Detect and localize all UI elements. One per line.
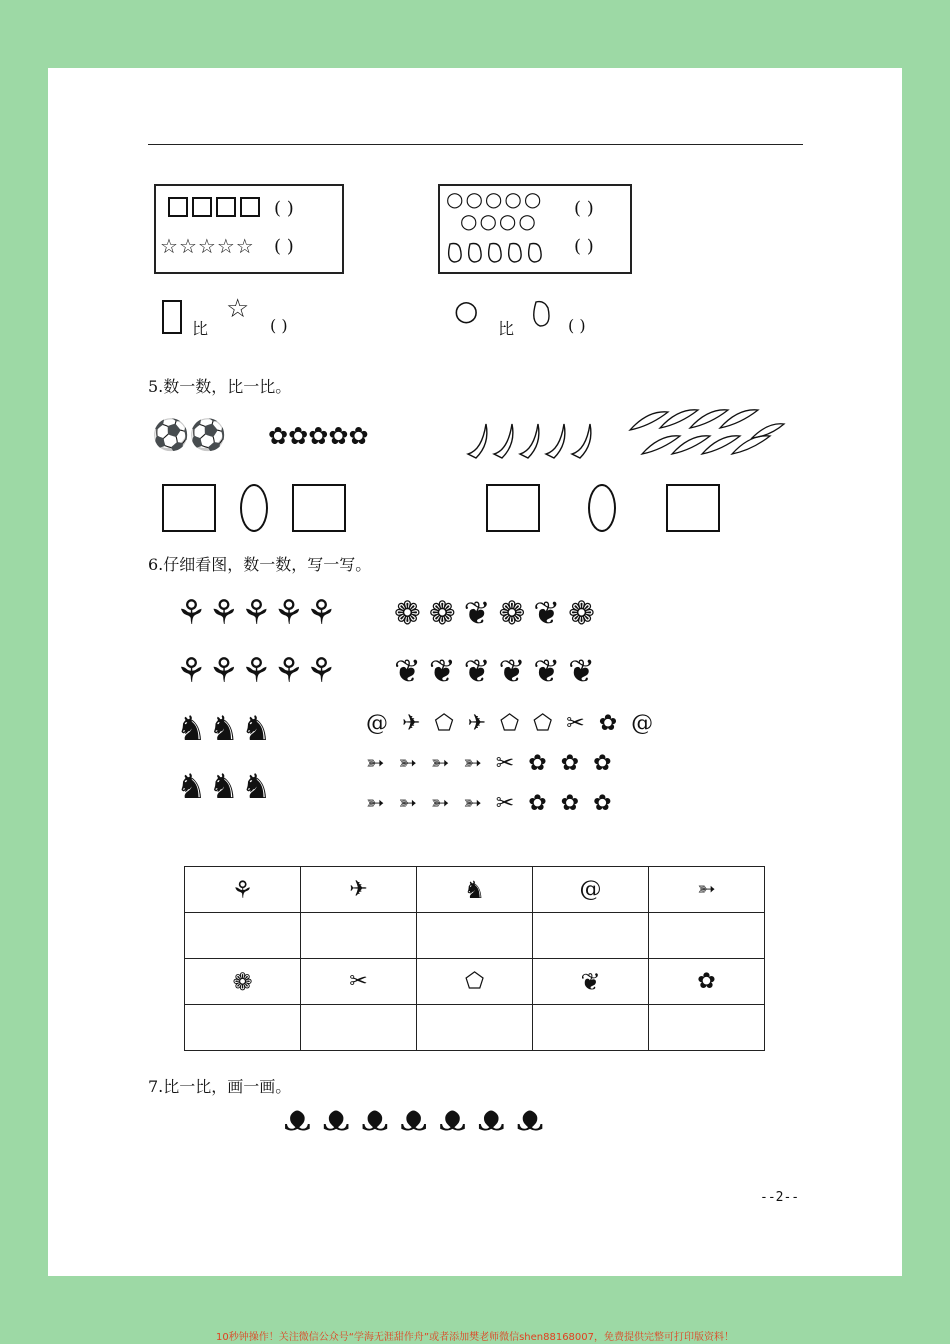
snail-icon: @: [631, 711, 668, 736]
table-cell: [649, 867, 765, 913]
wheat-icon: ⚘: [305, 651, 339, 691]
square-icon: [192, 197, 212, 217]
flower-icon: ✿: [528, 751, 561, 776]
shuttlecock-icon: ✿: [328, 422, 349, 450]
snail-icon: @: [579, 877, 602, 902]
table-cell: [533, 867, 649, 913]
table-cell: [301, 959, 417, 1005]
goose-icon: ♞: [176, 767, 209, 807]
lotus-leaf-icon: ❦: [568, 652, 603, 690]
peapods-row: [464, 418, 604, 460]
stone-icon: ⬠: [500, 711, 534, 736]
snail-icon: @: [366, 711, 402, 736]
goose-icon: ♞: [176, 709, 209, 749]
table-cell: [185, 867, 301, 913]
bat-icon: ᴥ: [400, 1098, 440, 1139]
table-cell: [533, 959, 649, 1005]
apple-icon: ○: [479, 209, 499, 233]
dragonfly-icon: ✈: [402, 711, 435, 736]
footer-promo: 10秒钟操作！关注微信公众号“学海无涯甜作舟”或者添加樊老师微信shen88168007，免费提供完整可打印版资料！: [215, 1332, 735, 1343]
q7-title: 7.比一比，画一画。: [148, 1077, 292, 1096]
footballs-row: [152, 418, 227, 453]
count-table: [184, 866, 765, 1051]
square-icon: [216, 197, 236, 217]
star-icon: ☆: [178, 234, 198, 258]
goose-icon: ♞: [208, 767, 241, 807]
lotus-leaf-icon: ❦: [428, 652, 464, 690]
bug-icon: ✂: [495, 751, 529, 776]
stars-row: [160, 234, 255, 258]
lotus-icon: ❁: [428, 594, 464, 632]
shuttlecock-icon: ✿: [288, 422, 309, 450]
table-row: [185, 913, 765, 959]
leaves-cluster: [628, 404, 788, 466]
goose-icon: ♞: [463, 875, 486, 904]
flower-icon: ✿: [697, 969, 716, 994]
answer-cell[interactable]: [417, 913, 533, 959]
lotus-icon: ❁: [498, 594, 534, 632]
answer-paren[interactable]: ( ): [274, 198, 294, 219]
goose-icon: ♞: [240, 767, 274, 807]
fish-icon: ➳: [430, 751, 464, 776]
wheat-icon: ⚘: [305, 593, 339, 633]
dragonfly-icon: ✈: [467, 711, 500, 736]
answer-cell[interactable]: [649, 1005, 765, 1051]
table-row: [185, 959, 765, 1005]
lotus-leaf-icon: ❦: [394, 652, 429, 690]
table-cell: [301, 867, 417, 913]
answer-cell[interactable]: [301, 1005, 417, 1051]
fish-icon: ➳: [463, 751, 496, 776]
wheat-icon: ⚘: [240, 651, 274, 691]
answer-box[interactable]: [666, 484, 720, 532]
wheat-icon: ⚘: [231, 875, 254, 904]
stone-icon: ⬠: [533, 711, 567, 736]
square-icon: [240, 197, 260, 217]
star-icon: ☆: [226, 294, 250, 324]
answer-box[interactable]: [292, 484, 346, 532]
fish-icon: ➳: [398, 751, 431, 776]
flower-icon: ✿: [593, 751, 626, 776]
square-icon: [168, 197, 188, 217]
lotus-icon: ❁: [232, 967, 253, 996]
wheat-icon: ⚘: [273, 651, 306, 691]
flower-icon: ✿: [593, 791, 626, 816]
bats-row: [284, 1098, 555, 1139]
bug-icon: ✂: [495, 791, 529, 816]
pears-row: [444, 238, 554, 266]
lotus-leaf-icon: ❦: [533, 652, 569, 690]
answer-cell[interactable]: [185, 913, 301, 959]
apple-icon: ○: [454, 294, 479, 327]
shuttlecock-icon: ✿: [348, 422, 369, 450]
fish-icon: ➳: [697, 877, 716, 902]
lotus-leaf-icon: ❦: [463, 594, 499, 632]
wheat-icon: ⚘: [208, 593, 241, 633]
lotus-leaf-icon: ❦: [463, 652, 499, 690]
wheat-icon: ⚘: [176, 593, 209, 633]
answer-paren[interactable]: ( ): [574, 198, 594, 219]
squares-stars-box: [154, 184, 344, 274]
bi-label: 比: [498, 319, 515, 338]
bug-icon: ✂: [566, 711, 599, 736]
shuttlecock-icon: ✿: [308, 422, 329, 450]
apple-icon: ○: [523, 187, 544, 211]
answer-paren[interactable]: ( ): [270, 316, 288, 335]
compare-oval[interactable]: [588, 484, 616, 532]
q5-title: 5.数一数，比一比。: [148, 377, 292, 396]
worksheet-page: [48, 68, 902, 1276]
apple-icon: ○: [460, 209, 480, 233]
wheat-icon: ⚘: [176, 651, 209, 691]
square-icon: [162, 300, 182, 334]
answer-cell[interactable]: [417, 1005, 533, 1051]
flower-icon: ✿: [560, 791, 594, 816]
table-row: [185, 1005, 765, 1051]
apple-icon: ○: [504, 187, 524, 211]
lotus-icon: ❁: [394, 594, 429, 632]
header-rule: [148, 144, 803, 145]
table-cell: [417, 959, 533, 1005]
compare-oval[interactable]: [240, 484, 268, 532]
bat-icon: ᴥ: [322, 1098, 362, 1139]
scene-picture: [176, 584, 766, 824]
answer-paren[interactable]: ( ): [568, 316, 586, 335]
lotus-leaf-icon: ❦: [498, 652, 534, 690]
flower-icon: ✿: [528, 791, 561, 816]
football-icon: ⚽: [152, 418, 190, 453]
fish-icon: ➳: [366, 791, 399, 816]
table-cell: [649, 959, 765, 1005]
q6-title: 6.仔细看图，数一数，写一写。: [148, 555, 372, 574]
dragonfly-icon: ✈: [349, 877, 368, 902]
wheat-icon: ⚘: [208, 651, 241, 691]
fish-icon: ➳: [430, 791, 464, 816]
fish-icon: ➳: [463, 791, 496, 816]
bat-icon: ᴥ: [477, 1098, 517, 1139]
answer-paren[interactable]: ( ): [574, 236, 594, 257]
stone-icon: ⬠: [434, 711, 468, 736]
table-cell: [417, 867, 533, 913]
bat-icon: ᴥ: [439, 1098, 478, 1139]
star-icon: ☆: [235, 234, 255, 258]
page-number: --2--: [760, 1190, 800, 1205]
answer-box[interactable]: [486, 484, 540, 532]
football-icon: ⚽: [189, 418, 227, 453]
lotus-leaf-icon: ❦: [533, 594, 569, 632]
stone-icon: ⬠: [464, 969, 485, 994]
answer-paren[interactable]: ( ): [274, 236, 294, 257]
wheat-icon: ⚘: [273, 593, 306, 633]
fish-icon: ➳: [398, 791, 431, 816]
pear-icon: [528, 296, 554, 330]
table-row: [185, 867, 765, 913]
flower-icon: ✿: [598, 711, 632, 736]
star-icon: ☆: [197, 234, 217, 258]
shuttlecocks-row: [268, 422, 369, 450]
answer-cell[interactable]: [649, 913, 765, 959]
answer-cell[interactable]: [533, 1005, 649, 1051]
answer-box[interactable]: [162, 484, 216, 532]
apple-icon: ○: [465, 187, 485, 211]
goose-icon: ♞: [240, 709, 274, 749]
shuttlecock-icon: ✿: [268, 422, 289, 450]
answer-cell[interactable]: [301, 913, 417, 959]
bi-label: 比: [192, 319, 209, 338]
bug-icon: ✂: [349, 969, 368, 994]
fish-icon: ➳: [366, 751, 399, 776]
bat-icon: ᴥ: [361, 1098, 401, 1139]
bat-icon: ᴥ: [284, 1098, 323, 1139]
apple-icon: ○: [498, 209, 519, 233]
wheat-icon: ⚘: [240, 593, 274, 633]
answer-cell[interactable]: [185, 1005, 301, 1051]
apple-icon: ○: [484, 187, 505, 211]
star-icon: ☆: [216, 234, 236, 258]
apple-icon: ○: [446, 187, 466, 211]
apple-icon: ○: [518, 209, 538, 233]
flower-icon: ✿: [560, 751, 594, 776]
squares-row: [168, 196, 264, 217]
lotus-leaf-icon: ❦: [580, 967, 601, 996]
goose-icon: ♞: [208, 709, 241, 749]
answer-cell[interactable]: [533, 913, 649, 959]
lotus-icon: ❁: [568, 594, 603, 632]
bat-icon: ᴥ: [516, 1098, 556, 1139]
apples-rows: [446, 188, 543, 232]
table-cell: [185, 959, 301, 1005]
apples-pears-box: [438, 184, 632, 274]
star-icon: ☆: [160, 234, 179, 258]
